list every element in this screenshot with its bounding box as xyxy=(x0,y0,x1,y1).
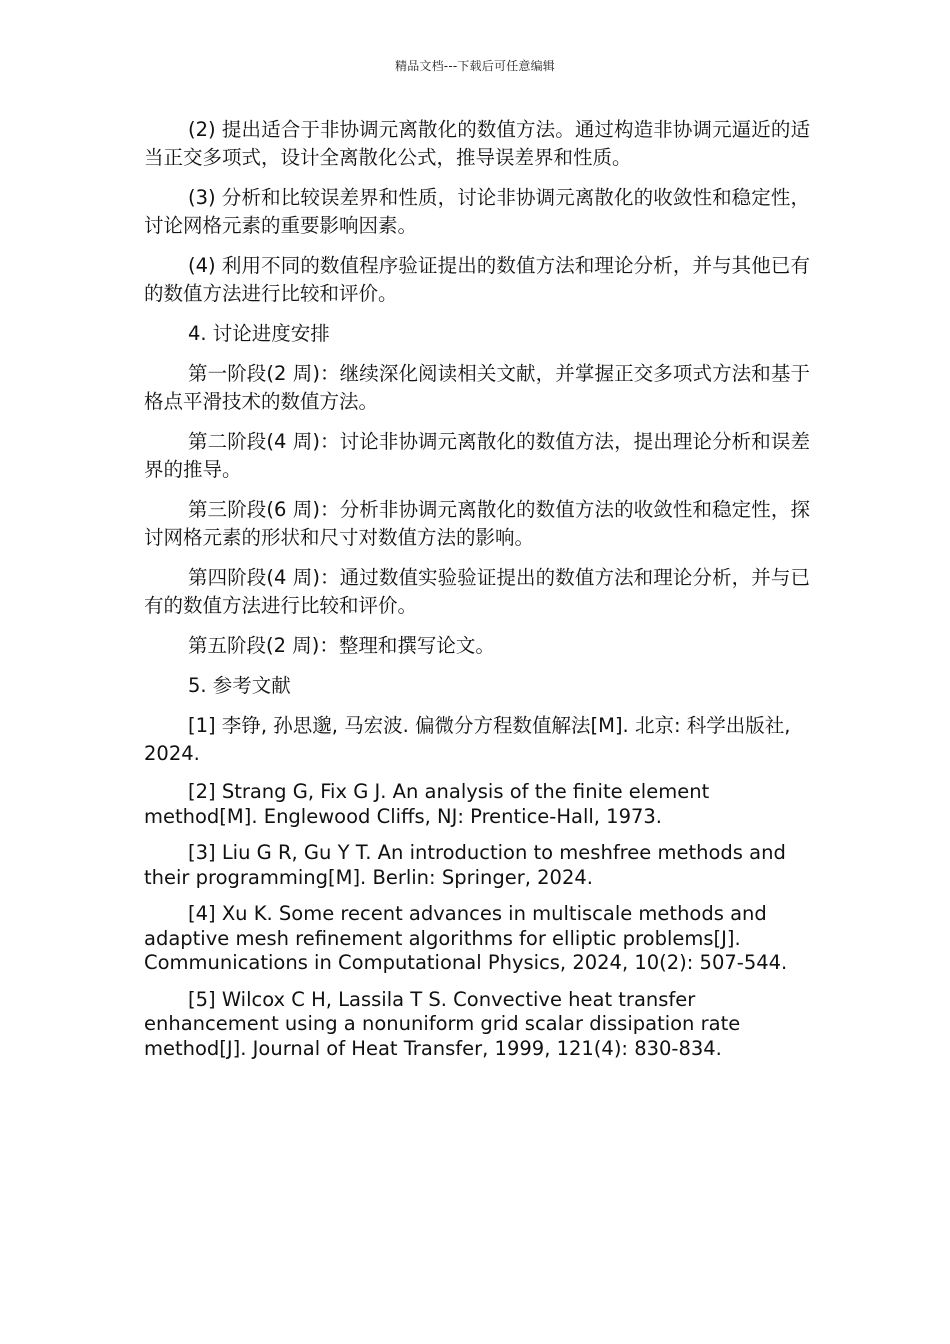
schedule-phase-4: 第四阶段(4 周)：通过数值实验验证提出的数值方法和理论分析，并与已有的数值方法进行比较和评价。 xyxy=(144,566,810,617)
section-heading-schedule: 4. 讨论进度安排 xyxy=(188,322,330,345)
reference-item: [5] Wilcox C H, Lassila T S. Convective heat transfer enhancement using a nonuniform grid scalar dissipation rate method[J]. Journal of Heat Transfer, 1999, 121(4): 830-834. xyxy=(144,987,741,1060)
document-body xyxy=(144,116,810,1073)
paragraph-objective-3: (3) 分析和比较误差界和性质，讨论非协调元离散化的收敛性和稳定性，讨论网格元素的重要影响因素。 xyxy=(144,186,810,237)
schedule-phase-5: 第五阶段(2 周)：整理和撰写论文。 xyxy=(188,634,495,657)
reference-item: [3] Liu G R, Gu Y T. An introduction to meshfree methods and their programming[M]. Berlin: Springer, 2024. xyxy=(144,841,786,889)
reference-item: [4] Xu K. Some recent advances in multiscale methods and adaptive mesh refinement algorithms for elliptic problems[J]. Communications in Computational Physics, 2024, 10(2): 507-544. xyxy=(144,902,788,974)
page-header: 精品文档---下载后可任意编辑 xyxy=(395,59,555,73)
reference-item: [1] 李铮, 孙思邈, 马宏波. 偏微分方程数值解法[M]. 北京: 科学出版社, 2024. xyxy=(144,714,791,765)
reference-item: [2] Strang G, Fix G J. An analysis of the finite element method[M]. Englewood Cliffs, NJ: Prentice-Hall, 1973. xyxy=(144,780,710,828)
section-heading-references: 5. 参考文献 xyxy=(188,674,291,697)
schedule-phase-3: 第三阶段(6 周)：分析非协调元离散化的数值方法的收敛性和稳定性，探讨网格元素的形状和尺寸对数值方法的影响。 xyxy=(144,498,810,549)
paragraph-objective-2: (2) 提出适合于非协调元离散化的数值方法。通过构造非协调元逼近的适当正交多项式，设计全离散化公式，推导误差界和性质。 xyxy=(144,118,810,169)
paragraph-objective-4: (4) 利用不同的数值程序验证提出的数值方法和理论分析，并与其他已有的数值方法进行比较和评价。 xyxy=(144,254,810,305)
schedule-phase-2: 第二阶段(4 周)：讨论非协调元离散化的数值方法，提出理论分析和误差界的推导。 xyxy=(144,430,810,481)
schedule-phase-1: 第一阶段(2 周)：继续深化阅读相关文献，并掌握正交多项式方法和基于格点平滑技术的数值方法。 xyxy=(144,362,810,413)
